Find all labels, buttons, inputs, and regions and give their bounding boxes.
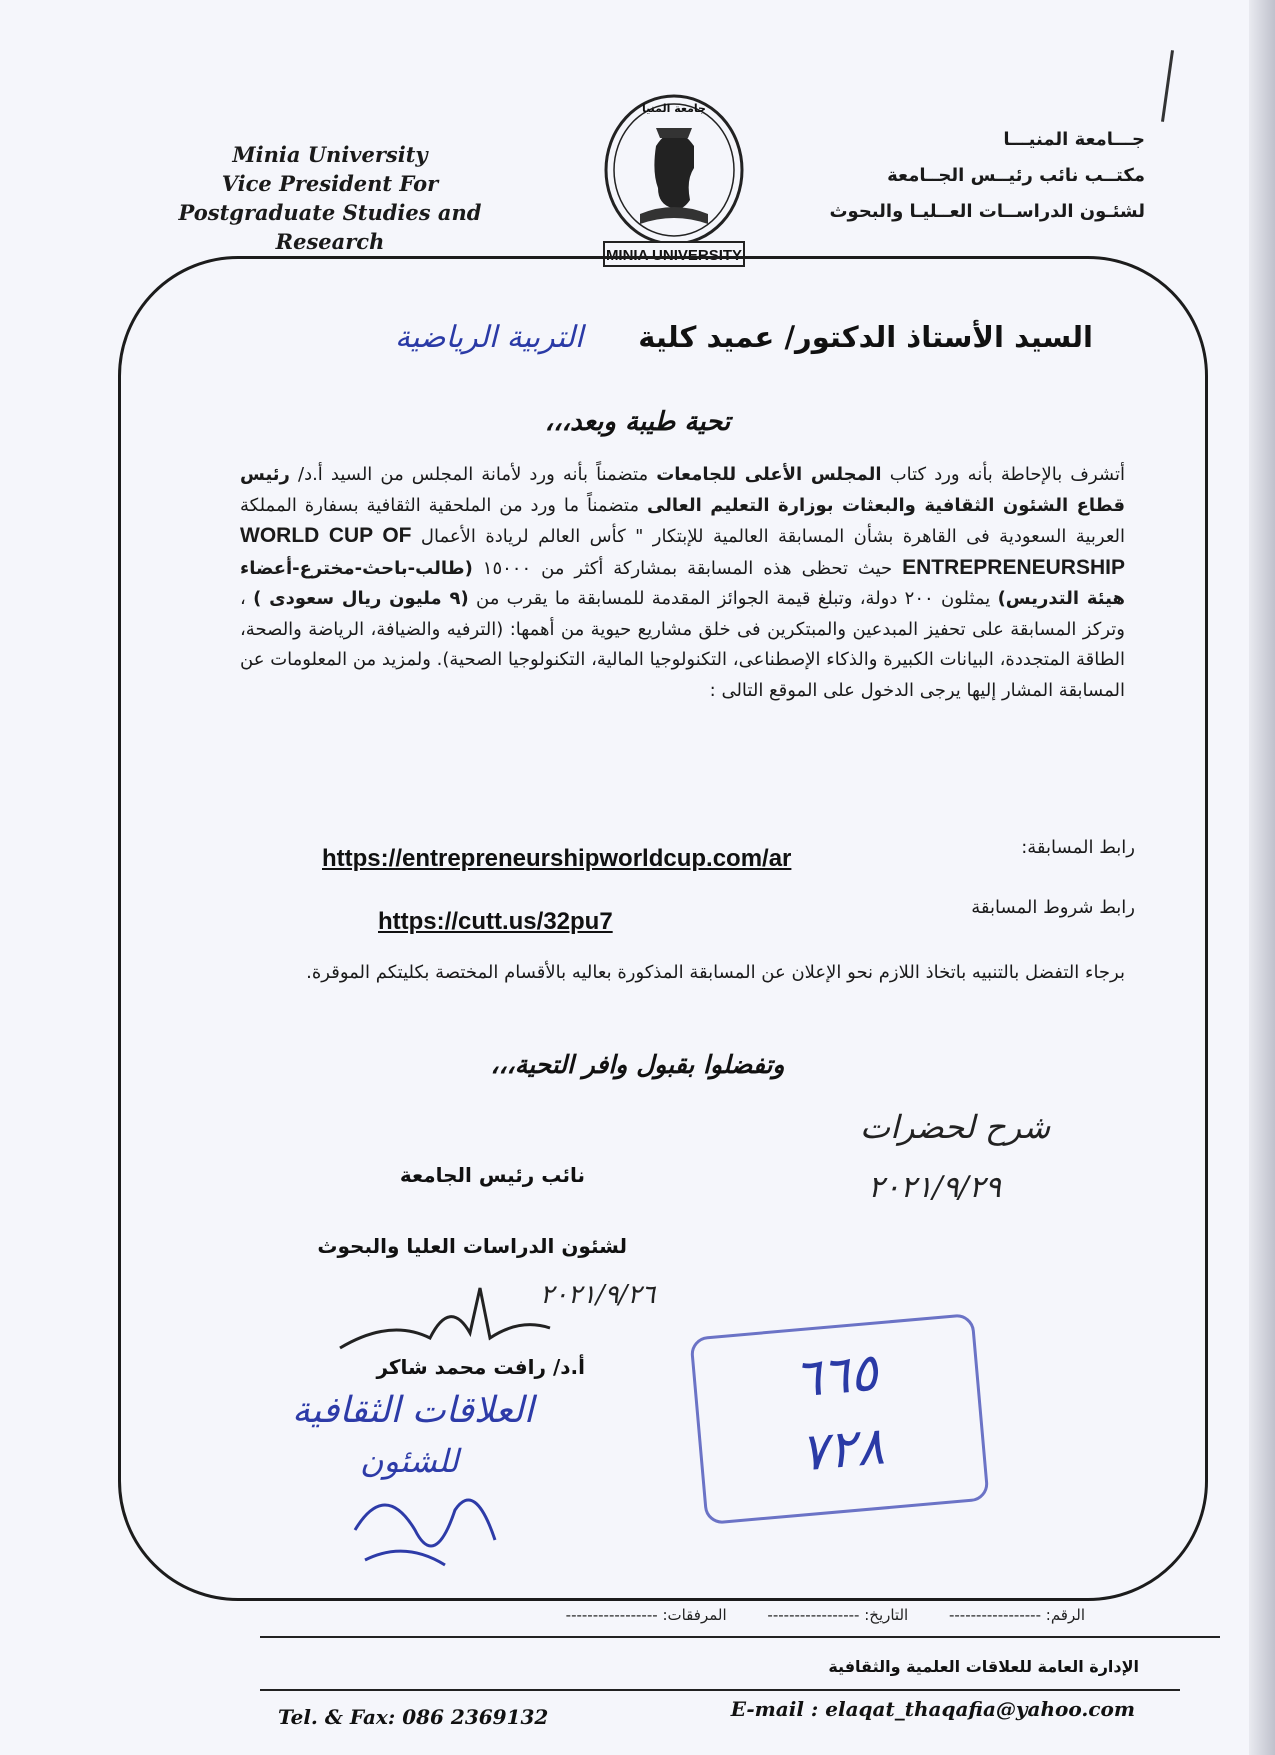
- letter-body: [240, 460, 1125, 706]
- english-letterhead: [130, 140, 530, 256]
- stamp-number-1: ٦٦٥: [791, 1342, 881, 1410]
- logo-top-text: جامعة المنيا: [642, 102, 706, 115]
- arabic-letterhead: [765, 122, 1145, 230]
- footer-tel-fax: Tel. & Fax: 086 2369132: [278, 1705, 549, 1729]
- footer-date-field: التاريخ: -----------------: [767, 1606, 909, 1624]
- greeting: تحية طيبة وبعد،،،: [544, 407, 731, 437]
- ar-header-line3: لشئـون الدراســات العــليـا والبحوث: [829, 201, 1145, 222]
- received-stamp: [689, 1313, 989, 1525]
- ar-header-line2: مكتــب نائب رئيــس الجــامعة: [887, 165, 1145, 186]
- addressee-handwritten: التربية الرياضية: [395, 320, 584, 355]
- link1-label: رابط المسابقة:: [1021, 837, 1135, 858]
- body-part-11: ، وتركز المسابقة على تحفيز المبدعين والمبتكرين فى خلق مشاريع حيوية من أهمها: (الترفيه والضيافة، الرياضة والصحة، الطاقة المتجددة، البيانات الكبيرة والذكاء الإصطناعى، التكنولوجيا المالية، التكنولوجيا الصحية). ولمزيد من المعلومات عن المسابقة المشار إليها يرجى الدخول على الموقع التالى :: [240, 588, 1125, 701]
- footer-fields: [530, 1606, 1085, 1624]
- stamp-number-2: ٧٢٨: [797, 1416, 887, 1484]
- body-part-5: متضمناً ما ورد من الملحقية الثقافية بسفارة المملكة العربية السعودية فى القاهرة بشأن المسابقة العالمية للإبتكار " كأس العالم لريادة الأعمال: [240, 494, 1125, 547]
- body-part-6: WORLD CUP OF ENTREPRENEURSHIP: [240, 524, 1125, 579]
- body-part-4: رئيس قطاع الشئون الثقافية والبعثات بوزارة التعليم العالى: [240, 464, 1125, 516]
- body-part-8: (طالب-باحث-مخترع-أعضاء هيئة التدريس): [240, 557, 1125, 609]
- blue-note-line2: للشئون: [360, 1442, 459, 1480]
- blue-note-line1: العلاقات الثقافية: [292, 1390, 534, 1431]
- body-part-2: المجلس الأعلى للجامعات: [656, 464, 882, 485]
- body-part-10: (٩ مليون ريال سعودى ): [253, 588, 469, 609]
- pen-mark: [1161, 50, 1174, 122]
- body-part-1: أتشرف بالإحاطة بأنه ورد كتاب: [889, 464, 1125, 485]
- minia-university-logo: [586, 88, 762, 274]
- blue-signature-scribble: [345, 1470, 505, 1585]
- signature-date-handwritten: ٢٠٢١/٩/٢٦: [540, 1280, 656, 1310]
- footer-divider-2: [260, 1689, 1180, 1691]
- conditions-link[interactable]: https://cutt.us/32pu7: [378, 908, 613, 935]
- request-paragraph: برجاء التفضل بالتنبيه باتخاذ اللازم نحو الإعلان عن المسابقة المذكورة بعاليه بالأقسام المختصة بكليتكم الموقرة.: [306, 962, 1125, 983]
- handwritten-note: شرح لحضرات: [860, 1108, 1051, 1146]
- footer-number-field: الرقم: -----------------: [948, 1606, 1085, 1624]
- footer-divider-1: [260, 1636, 1220, 1638]
- signature-scribble: [330, 1278, 560, 1363]
- ar-header-line1: جـــامعة المنيـــا: [1003, 129, 1145, 150]
- en-header-line3: Postgraduate Studies and Research: [178, 200, 482, 254]
- en-header-line1: Minia University: [232, 142, 428, 167]
- signatory-title-2: لشئون الدراسات العليا والبحوث: [317, 1234, 627, 1258]
- handwritten-note-date: ٢٠٢١/٩/٢٩: [868, 1170, 1002, 1205]
- body-part-7: حيث تحظى هذه المسابقة بمشاركة أكثر من ١٥٠٠٠: [482, 557, 893, 579]
- scan-edge: [1249, 0, 1275, 1755]
- competition-link[interactable]: https://entrepreneurshipworldcup.com/ar: [322, 845, 792, 872]
- logo-bottom-text: MINIA UNIVERSITY: [605, 247, 743, 264]
- body-part-9: يمثلون ٢٠٠ دولة، وتبلغ قيمة الجوائز المقدمة للمسابقة ما يقرب من: [476, 588, 991, 609]
- footer-email: E-mail : elaqat_thaqafia@yahoo.com: [730, 1697, 1135, 1721]
- department-name: الإدارة العامة للعلاقات العلمية والثقافية: [828, 1657, 1139, 1676]
- en-header-line2: Vice President For: [221, 171, 439, 196]
- link2-label: رابط شروط المسابقة: [971, 897, 1135, 918]
- signatory-name: أ.د/ رافت محمد شاكر: [376, 1355, 585, 1379]
- body-part-3: متضمناً بأنه ورد لأمانة المجلس من السيد أ.د/: [298, 464, 649, 485]
- closing-line: وتفضلوا بقبول وافر التحية،،،: [490, 1050, 785, 1079]
- letter-border-frame: [118, 256, 1208, 1601]
- signatory-title-1: نائب رئيس الجامعة: [399, 1163, 585, 1187]
- footer-attachments-field: المرفقات: -----------------: [565, 1606, 727, 1624]
- addressee-line: السيد الأستاذ الدكتور/ عميد كلية: [638, 320, 1093, 354]
